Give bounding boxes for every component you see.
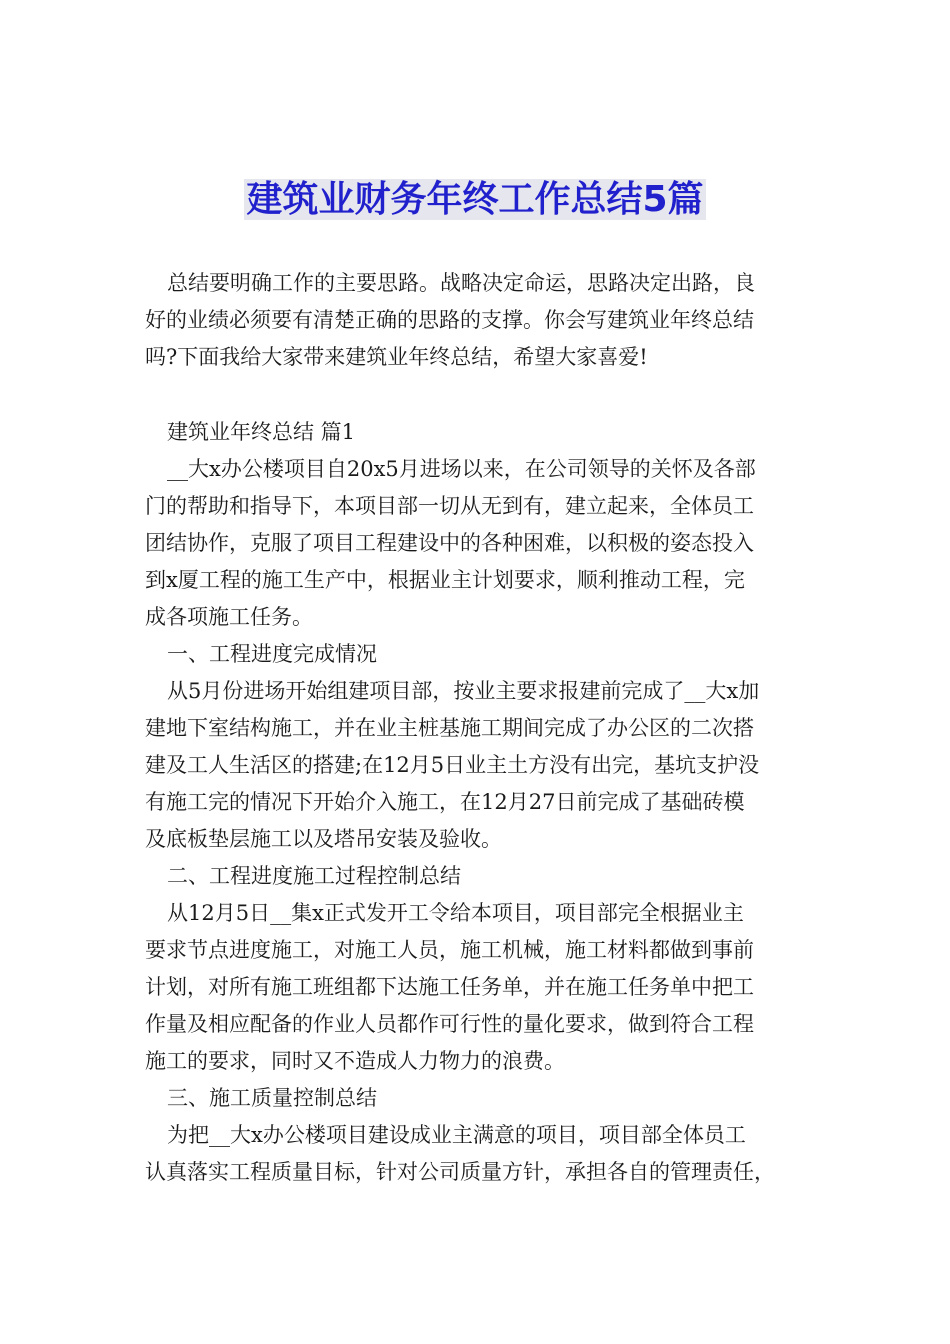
subsection-heading: 二、工程进度施工过程控制总结	[167, 864, 461, 888]
subsection-heading: 一、工程进度完成情况	[167, 642, 377, 666]
body-line: 施工的要求，同时又不造成人力物力的浪费。	[145, 1049, 565, 1073]
body-line: 建地下室结构施工，并在业主桩基施工期间完成了办公区的二次搭	[145, 716, 754, 740]
body-line: 建及工人生活区的搭建;在12月5日业主土方没有出完，基坑支护没	[145, 753, 760, 777]
body-line: 及底板垫层施工以及塔吊安装及验收。	[145, 827, 502, 851]
intro-line: 吗?下面我给大家带来建筑业年终总结，希望大家喜爱!	[145, 345, 648, 369]
body-line: 计划，对所有施工班组都下达施工任务单，并在施工任务单中把工	[145, 975, 754, 999]
body-line: __大x办公楼项目自20x5月进场以来，在公司领导的关怀及各部	[167, 457, 756, 481]
intro-line: 总结要明确工作的主要思路。战略决定命运，思路决定出路，良	[167, 271, 755, 295]
body-line: 有施工完的情况下开始介入施工，在12月27日前完成了基础砖模	[145, 790, 745, 814]
body-line: 成各项施工任务。	[145, 605, 313, 629]
body-line: 为把__大x办公楼项目建设成业主满意的项目，项目部全体员工	[167, 1123, 746, 1147]
intro-line: 好的业绩必须要有清楚正确的思路的支撑。你会写建筑业年终总结	[145, 308, 754, 332]
body-line: 门的帮助和指导下，本项目部一切从无到有，建立起来，全体员工	[145, 494, 754, 518]
subsection-heading: 三、施工质量控制总结	[167, 1086, 377, 1110]
intro-paragraph	[145, 265, 810, 376]
section-1	[145, 414, 810, 1191]
body-line: 到x厦工程的施工生产中，根据业主计划要求，顺利推动工程，完	[145, 568, 745, 592]
body-line: 作量及相应配备的作业人员都作可行性的量化要求，做到符合工程	[145, 1012, 754, 1036]
body-line: 从12月5日__集x正式发开工令给本项目，项目部完全根据业主	[167, 901, 744, 925]
document-title-text: 建筑业财务年终工作总结5篇	[246, 179, 704, 220]
body-line: 认真落实工程质量目标，针对公司质量方针，承担各自的管理责任，	[145, 1160, 775, 1184]
document-title	[0, 174, 950, 226]
body-line: 要求节点进度施工，对施工人员，施工机械，施工材料都做到事前	[145, 938, 754, 962]
body-line: 团结协作，克服了项目工程建设中的各种困难，以积极的姿态投入	[145, 531, 754, 555]
section-heading: 建筑业年终总结 篇1	[167, 420, 356, 444]
body-line: 从5月份进场开始组建项目部，按业主要求报建前完成了__大x加	[167, 679, 760, 703]
